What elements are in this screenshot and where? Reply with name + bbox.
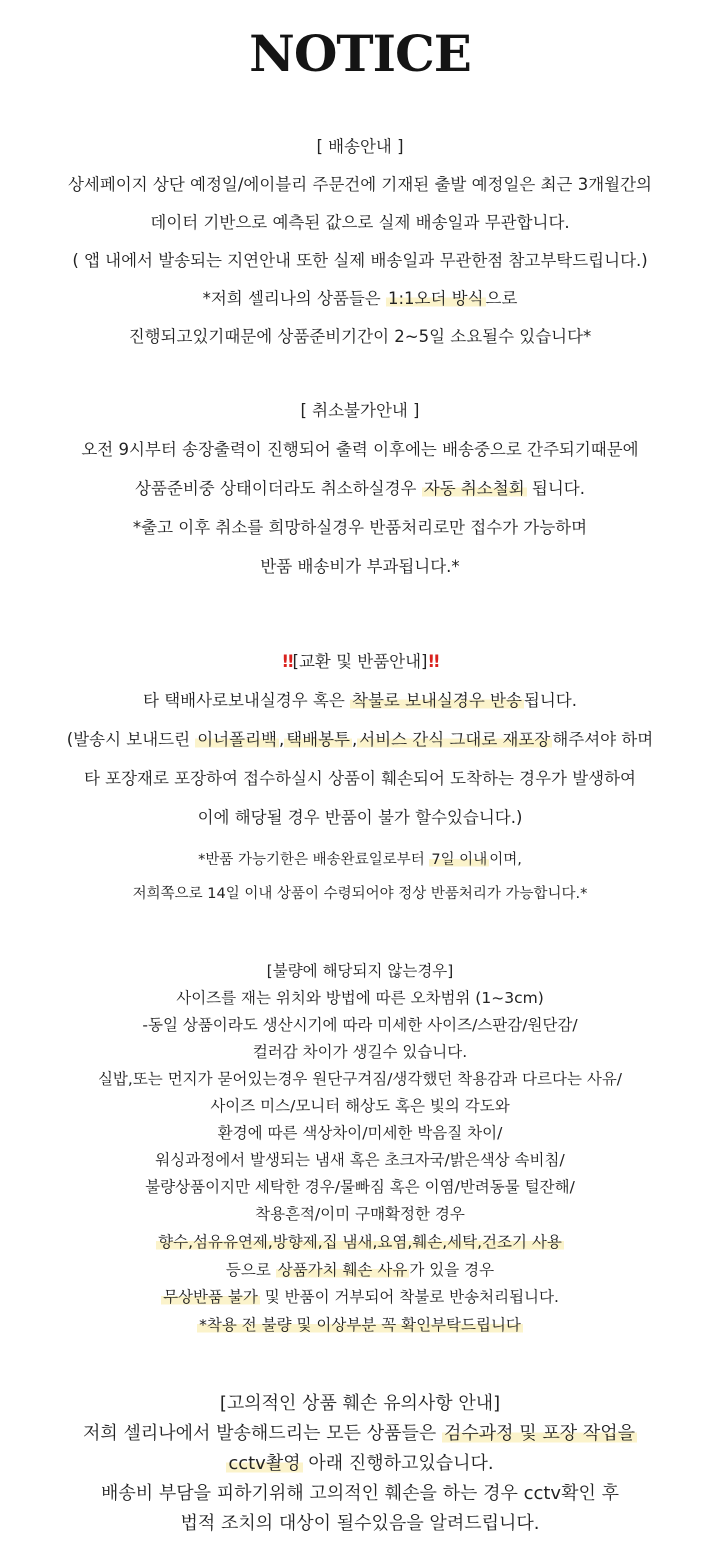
- text-segment: ,: [278, 730, 285, 749]
- text-segment: 타 택배사로보내실경우 혹은: [143, 691, 351, 710]
- damage-line-4: 법적 조치의 대상이 될수있음을 알려드립니다.: [180, 1513, 540, 1534]
- exchange-line-1: [0, 688, 720, 714]
- exchange-line-5: [0, 847, 720, 873]
- shipping-line-4: [0, 286, 720, 312]
- text-segment: *반품 가능기한은 배송완료일로부터: [198, 852, 430, 868]
- text-segment: 이며,: [489, 852, 522, 868]
- text-segment: 및 반품이 거부되어 착불로 반송처리됩니다.: [259, 1288, 559, 1306]
- defect-line-11: [0, 1257, 720, 1283]
- highlight-cctv: cctv촬영: [228, 1453, 301, 1474]
- highlight-odor-list: 향수,섬유유연제,방향제,집 냄새,요염,훼손,세탁,건조기 사용: [158, 1233, 562, 1251]
- defect-line-3: 컬러감 차이가 생길수 있습니다.: [252, 1043, 468, 1061]
- cancel-line-2: [0, 476, 720, 502]
- defect-line-12: [0, 1284, 720, 1310]
- exchange-line-2: [0, 727, 720, 753]
- exchange-heading-text: [교환 및 반품안내]: [292, 652, 428, 671]
- defect-line-4: 실밥,또는 먼지가 묻어있는경우 원단구겨짐/생각했던 착용감과 다르다는 사유/: [97, 1070, 623, 1088]
- defect-line-6: 환경에 따른 색상차이/미세한 박음질 차이/: [217, 1124, 503, 1142]
- damage-heading: [고의적인 상품 훼손 유의사항 안내]: [219, 1393, 501, 1414]
- shipping-line-5: 진행되고있기때문에 상품준비기간이 2~5일 소요될수 있습니다*: [128, 327, 592, 346]
- text-segment: 됩니다.: [526, 479, 585, 498]
- highlight-check-before-wear: *착용 전 불량 및 이상부분 꼭 확인부탁드립니다: [199, 1316, 521, 1334]
- cancel-line-1: 오전 9시부터 송장출력이 진행되어 출력 이후에는 배송중으로 간주되기때문에: [81, 440, 639, 459]
- defect-heading: [불량에 해당되지 않는경우]: [266, 962, 454, 980]
- alert-mark-icon: !!: [427, 652, 439, 671]
- cancel-heading: [ 취소불가안내 ]: [300, 401, 420, 420]
- text-segment: 아래 진행하고있습니다.: [302, 1453, 494, 1474]
- highlight-delivery-bag: 택배봉투: [286, 730, 350, 749]
- alert-mark-icon: !!: [281, 652, 293, 671]
- shipping-heading: [ 배송안내 ]: [316, 137, 404, 156]
- defect-line-7: 워싱과정에서 발생되는 냄새 혹은 초크자국/밝은색상 속비침/: [155, 1151, 565, 1169]
- defect-line-10: [0, 1229, 720, 1255]
- text-segment: 상품준비중 상태이더라도 취소하실경우: [135, 479, 422, 498]
- text-segment: 등으로: [225, 1261, 276, 1279]
- highlight-auto-cancel: 자동 취소철회: [423, 479, 525, 498]
- defect-line-2: -동일 상품이라도 생산시기에 따라 미세한 사이즈/스판감/원단감/: [142, 1016, 578, 1034]
- text-segment: *저희 셀리나의 상품들은: [202, 289, 386, 308]
- shipping-line-1: 상세페이지 상단 예정일/에이블리 주문건에 기재된 출발 예정일은 최근 3개월간의: [67, 175, 652, 194]
- defect-line-1: 사이즈를 재는 위치와 방법에 따른 오차범위 (1~3cm): [176, 989, 544, 1007]
- text-segment: 됩니다.: [523, 691, 577, 710]
- cancel-line-4: 반품 배송비가 부과됩니다.*: [260, 557, 460, 576]
- text-segment: 가 있을 경우: [409, 1261, 495, 1279]
- exchange-line-6: 저희쪽으로 14일 이내 상품이 수령되어야 정상 반품처리가 가능합니다.*: [132, 886, 588, 902]
- exchange-heading: [0, 649, 720, 675]
- text-segment: ,: [352, 730, 358, 749]
- defect-line-8: 불량상품이지만 세탁한 경우/물빠짐 혹은 이염/반려동물 털잔해/: [145, 1178, 575, 1196]
- defect-line-9: 착용흔적/이미 구매확정한 경우: [255, 1205, 465, 1223]
- defect-line-13: [0, 1312, 720, 1338]
- text-segment: 해주셔야 하며: [552, 730, 654, 749]
- damage-line-1: [0, 1421, 720, 1447]
- defect-line-5: 사이즈 미스/모니터 해상도 혹은 빛의 각도와: [210, 1097, 510, 1115]
- damage-line-3: 배송비 부담을 피하기위해 고의적인 훼손을 하는 경우 cctv확인 후: [101, 1483, 619, 1504]
- highlight-cod-return: 착불로 보내실경우 반송: [352, 691, 522, 710]
- notice-title: NOTICE: [249, 24, 471, 83]
- highlight-no-free-return: 무상반품 불가: [163, 1288, 258, 1306]
- exchange-line-3: 타 포장재로 포장하여 접수하실시 상품이 훼손되어 도착하는 경우가 발생하여: [83, 769, 636, 788]
- highlight-value-damage: 상품가치 훼손 사유: [277, 1261, 408, 1279]
- highlight-inner-polybag: 이너폴리백: [197, 730, 277, 749]
- highlight-repack: 서비스 간식 그대로 재포장: [359, 730, 551, 749]
- cancel-line-3: *출고 이후 취소를 희망하실경우 반품처리로만 접수가 가능하며: [132, 518, 588, 537]
- highlight-order-method: 1:1오더 방식: [387, 289, 484, 308]
- shipping-line-3: ( 앱 내에서 발송되는 지연안내 또한 실제 배송일과 무관한점 참고부탁드립니다.): [72, 251, 648, 270]
- damage-line-2: [0, 1451, 720, 1477]
- exchange-line-4: 이에 해당될 경우 반품이 불가 할수있습니다.): [197, 808, 523, 827]
- highlight-inspection: 검수과정 및 포장 작업을: [443, 1423, 636, 1444]
- shipping-line-2: 데이터 기반으로 예측된 값으로 실제 배송일과 무관합니다.: [150, 213, 570, 232]
- text-segment: (발송시 보내드린: [66, 730, 196, 749]
- highlight-seven-days: 7일 이내: [431, 852, 488, 868]
- text-segment: 으로: [485, 289, 518, 308]
- text-segment: 저희 셀리나에서 발송해드리는 모든 상품들은: [82, 1423, 442, 1444]
